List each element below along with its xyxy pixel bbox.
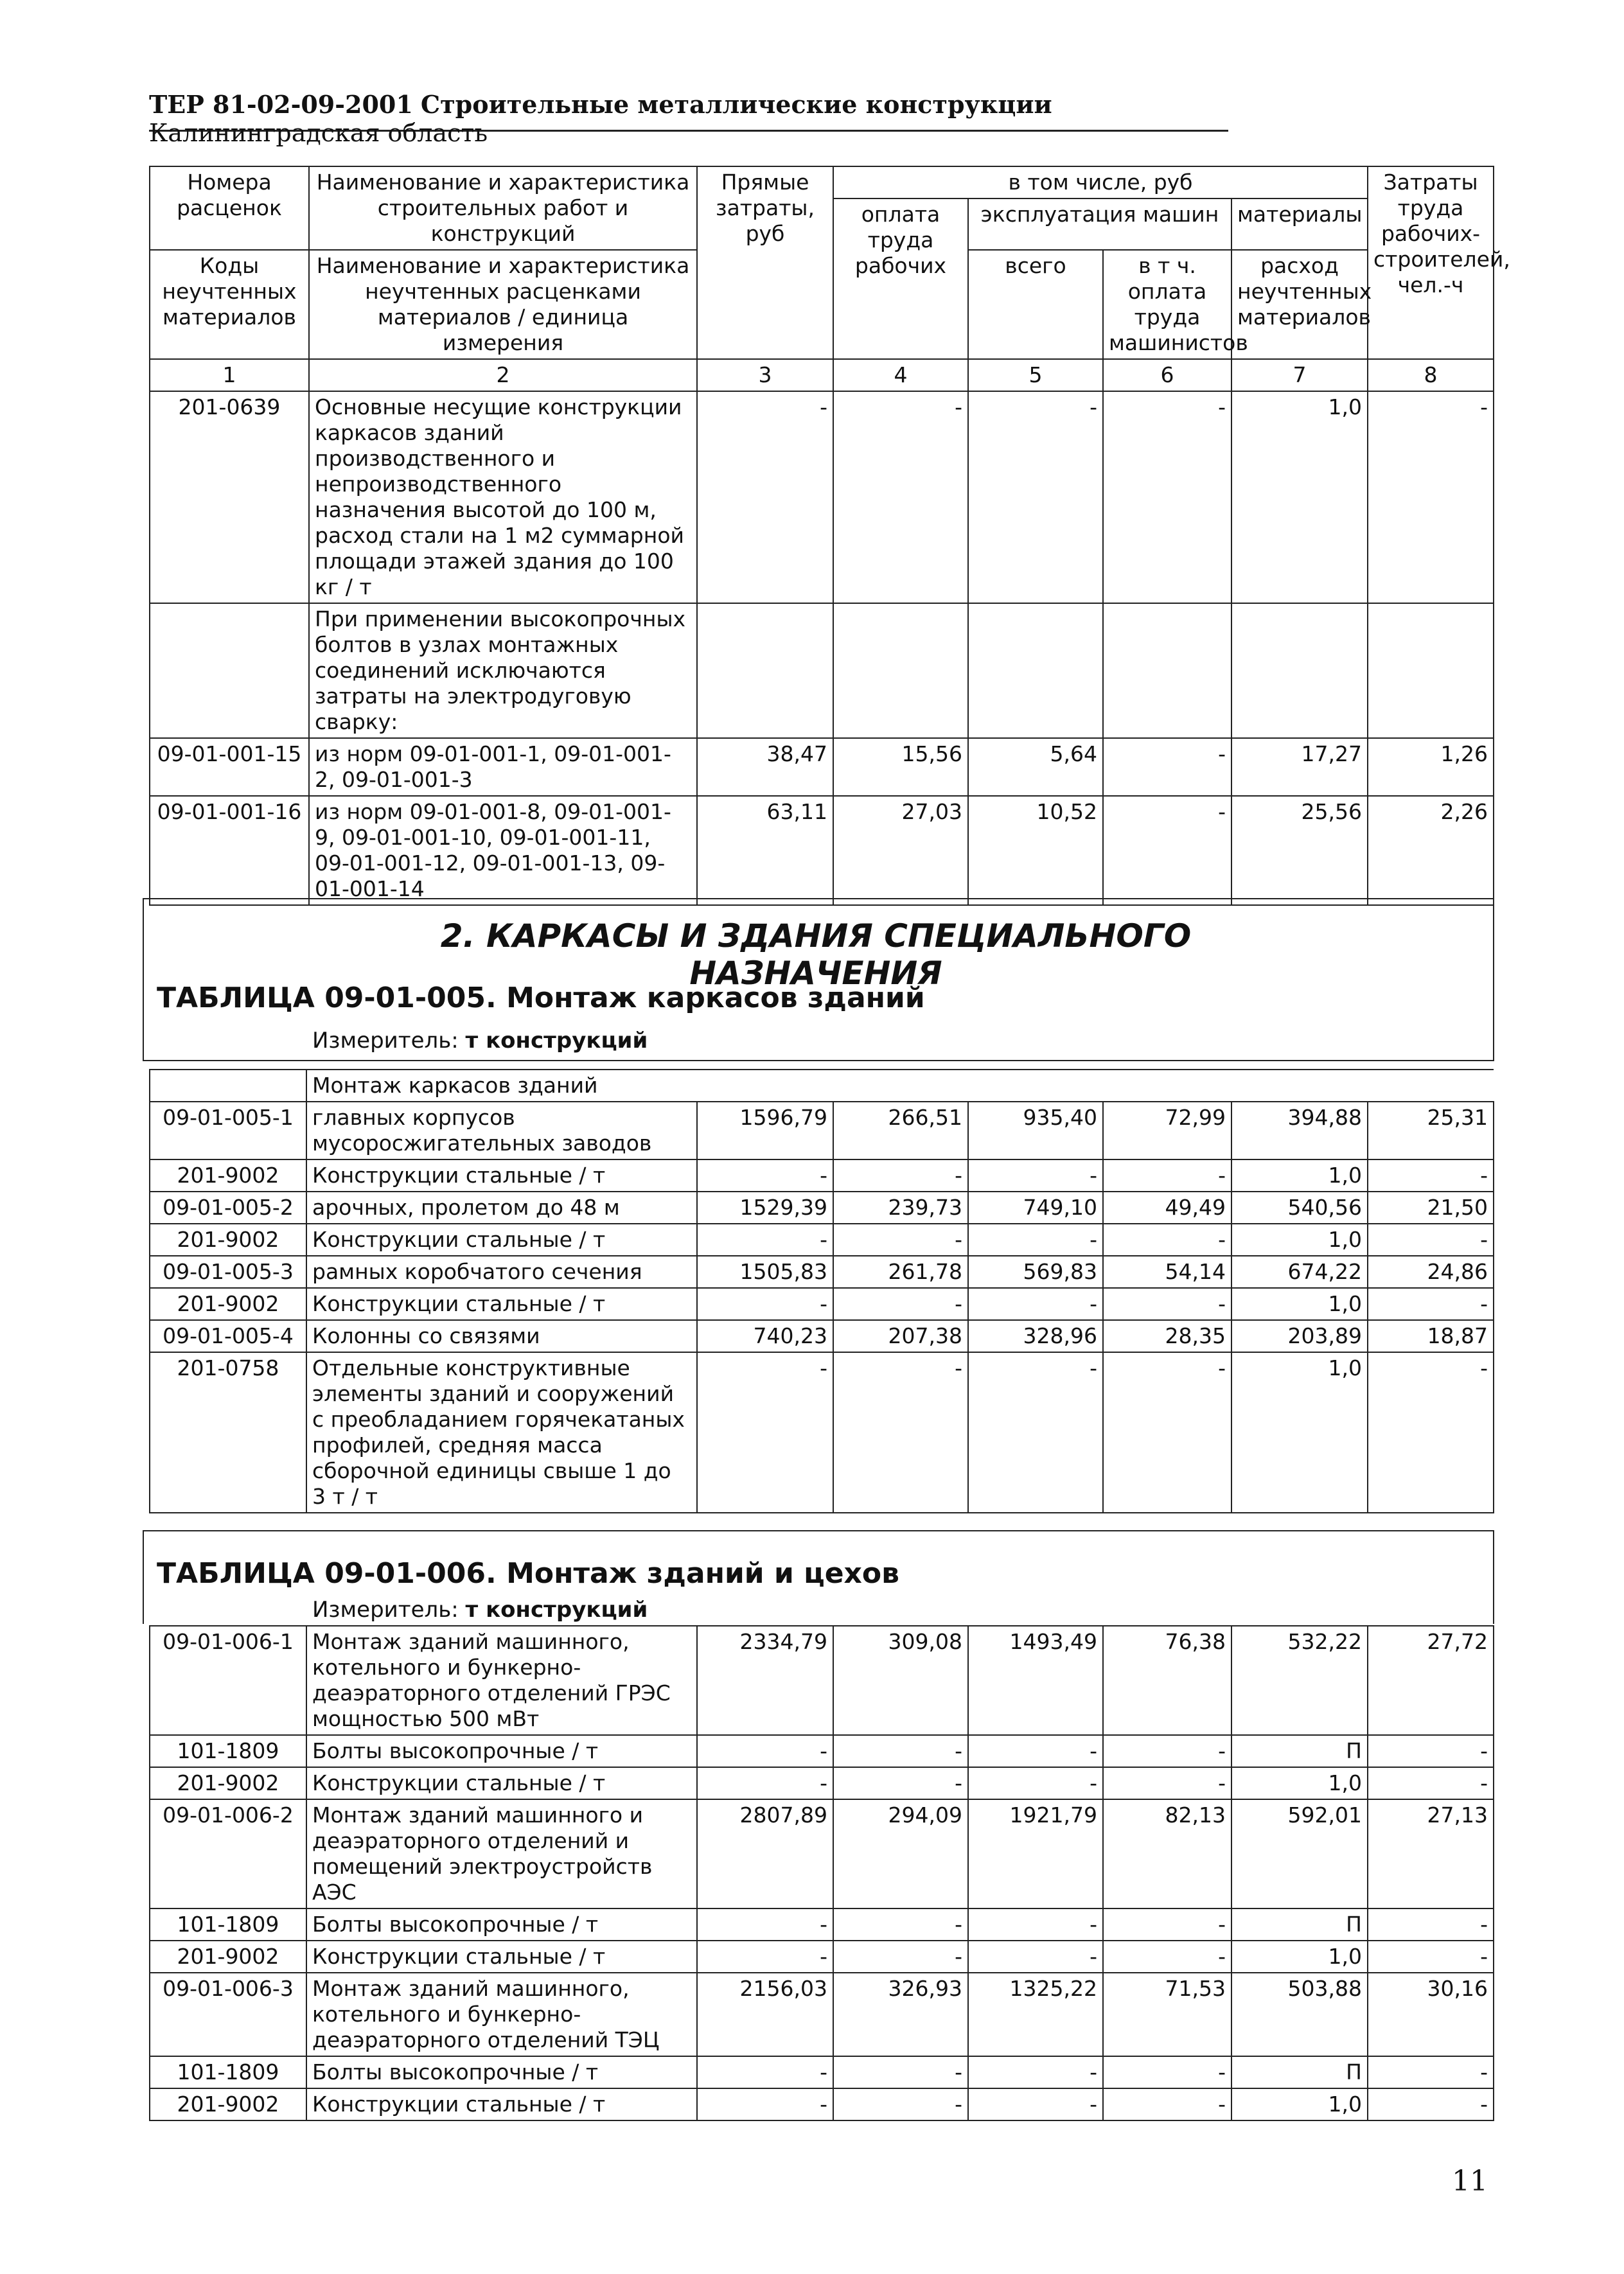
row-value: 10,52 (968, 796, 1103, 905)
row-value: 72,99 (1103, 1102, 1231, 1159)
row-value: - (697, 1941, 833, 1973)
doc-code: ТЕР 81-02-09-2001 (149, 90, 413, 119)
row-value: - (833, 391, 968, 603)
row-value: 49,49 (1103, 1192, 1231, 1224)
table-row (150, 738, 1494, 796)
table-code: 09-01-006. (324, 1557, 497, 1590)
measure-value: т конструкций (465, 1028, 648, 1053)
row-value: 54,14 (1103, 1256, 1231, 1288)
header-table (149, 166, 1510, 906)
table-row (150, 1626, 1494, 1735)
row-value: - (697, 1224, 833, 1256)
column-number: 3 (697, 359, 833, 391)
row-value: 935,40 (968, 1102, 1103, 1159)
row-code: 101-1809 (150, 2056, 306, 2088)
incl-header: в том числе, руб (833, 166, 1368, 198)
row-value: - (1368, 1288, 1494, 1320)
row-name: Монтаж зданий машинного, котельного и бункерно-деаэраторного отделений ТЭЦ (306, 1973, 697, 2056)
table-label: ТАБЛИЦА (157, 1557, 315, 1590)
row-code: 201-9002 (150, 1941, 306, 1973)
table-row (150, 1799, 1494, 1908)
row-value: - (697, 1159, 833, 1192)
measure-label: Измеритель: (312, 1028, 459, 1053)
row-code: 201-9002 (150, 1288, 306, 1320)
row-code: 09-01-001-16 (150, 796, 309, 905)
row-name: Монтаж зданий машинного и деаэраторного отделений и помещений электроустройств АЭС (306, 1799, 697, 1908)
row-value: 21,50 (1368, 1192, 1494, 1224)
row-value: - (968, 1224, 1103, 1256)
col1-top: Номера расценок (150, 166, 309, 250)
row-value: - (697, 1908, 833, 1941)
row-value (833, 603, 968, 738)
row-value: 394,88 (1231, 1102, 1368, 1159)
row-value: - (833, 1159, 968, 1192)
top-rows (150, 391, 1494, 905)
row-name: из норм 09-01-001-8, 09-01-001-9, 09-01-001-10, 09-01-001-11, 09-01-001-12, 09-01-001-13, 09-01-001-14 (309, 796, 697, 905)
materials-header: материалы (1231, 198, 1368, 250)
row-value: - (1368, 391, 1494, 603)
row-value: 5,64 (968, 738, 1103, 796)
table-row (150, 796, 1494, 905)
row-value: 2334,79 (697, 1626, 833, 1735)
row-value: - (697, 2056, 833, 2088)
row-value: 540,56 (1231, 1192, 1368, 1224)
row-value: - (1368, 1352, 1494, 1513)
table-005-title (157, 982, 925, 1014)
row-value: - (1368, 1224, 1494, 1256)
row-value: - (1368, 2088, 1494, 2120)
table-row (150, 1224, 1494, 1256)
row-value: 24,86 (1368, 1256, 1494, 1288)
col2-bottom: Наименование и характеристика неучтенных расценками материалов / единица измерения (309, 250, 697, 359)
table-name: Монтаж каркасов зданий (506, 982, 925, 1014)
row-code: 09-01-005-4 (150, 1320, 306, 1352)
row-code: 09-01-006-3 (150, 1973, 306, 2056)
table-006-grid (149, 1625, 1494, 2121)
table-row (150, 1320, 1494, 1352)
row-value: 294,09 (833, 1799, 968, 1908)
doc-title: Строительные металлические конструкции (420, 90, 1052, 119)
row-value: - (1103, 1767, 1231, 1799)
row-name: Конструкции стальные / т (306, 1224, 697, 1256)
row-value: - (697, 1288, 833, 1320)
row-value: - (697, 1735, 833, 1767)
row-code: 201-9002 (150, 2088, 306, 2120)
row-value: 15,56 (833, 738, 968, 796)
row-value: - (1368, 1159, 1494, 1192)
table-row (150, 1908, 1494, 1941)
row-code: 09-01-005-3 (150, 1256, 306, 1288)
row-value: 1,0 (1231, 1159, 1368, 1192)
row-value: 740,23 (697, 1320, 833, 1352)
row-value: 17,27 (1231, 738, 1368, 796)
row-code: 09-01-005-2 (150, 1192, 306, 1224)
columns-header (149, 166, 1510, 906)
row-value: - (1368, 1767, 1494, 1799)
row-value: - (833, 2056, 968, 2088)
column-number: 4 (833, 359, 968, 391)
row-value: 261,78 (833, 1256, 968, 1288)
table-row (150, 2088, 1494, 2120)
row-name: Монтаж зданий машинного, котельного и бункерно-деаэраторного отделений ГРЭС мощностью 500 мВт (306, 1626, 697, 1735)
row-code: 201-9002 (150, 1159, 306, 1192)
row-value: - (833, 1941, 968, 1973)
row-name: Основные несущие конструкции каркасов зданий производственного и непроизводственного назначения высотой до 100 м, расход стали на 1 м2 суммарной площади этажей здания до 100 кг / т (309, 391, 697, 603)
measure-value: т конструкций (465, 1597, 648, 1623)
doc-region: Калининградская область (149, 119, 488, 147)
row-value: 1,0 (1231, 1941, 1368, 1973)
row-value: - (968, 1941, 1103, 1973)
table-name: Монтаж зданий и цехов (506, 1557, 900, 1590)
row-value: 25,56 (1231, 796, 1368, 905)
row-value: - (1103, 796, 1231, 905)
row-value (968, 603, 1103, 738)
row-value: 592,01 (1231, 1799, 1368, 1908)
row-value: - (1103, 1288, 1231, 1320)
row-value: - (968, 2056, 1103, 2088)
column-numbers-row (150, 359, 1494, 391)
row-name: главных корпусов мусоросжигательных заводов (306, 1102, 697, 1159)
row-value: 1921,79 (968, 1799, 1103, 1908)
row-value: - (697, 1352, 833, 1513)
row-value (697, 603, 833, 738)
row-value: 82,13 (1103, 1799, 1231, 1908)
row-value: - (1103, 1941, 1231, 1973)
row-value: 1,0 (1231, 2088, 1368, 2120)
row-value (1368, 603, 1494, 738)
row-value: 326,93 (833, 1973, 968, 2056)
row-code: 201-0639 (150, 391, 309, 603)
column-number: 8 (1368, 359, 1494, 391)
table-row (150, 391, 1494, 603)
row-value: - (697, 2088, 833, 2120)
row-name: Болты высокопрочные / т (306, 2056, 697, 2088)
measure-label: Измеритель: (312, 1597, 459, 1623)
row-code: 09-01-006-1 (150, 1626, 306, 1735)
column-number: 5 (968, 359, 1103, 391)
row-value: 27,13 (1368, 1799, 1494, 1908)
row-value: 203,89 (1231, 1320, 1368, 1352)
row-code: 201-9002 (150, 1224, 306, 1256)
row-value: 63,11 (697, 796, 833, 905)
column-number: 7 (1231, 359, 1368, 391)
rows-005 (150, 1102, 1494, 1513)
row-value: 1,26 (1368, 738, 1494, 796)
row-code: 101-1809 (150, 1908, 306, 1941)
row-name: Конструкции стальные / т (306, 1767, 697, 1799)
row-value: П (1231, 1908, 1368, 1941)
row-value: 28,35 (1103, 1320, 1231, 1352)
row-value (1103, 603, 1231, 738)
col8-header: Затраты труда рабочих-строителей, чел.-ч (1368, 166, 1494, 359)
row-value: 2,26 (1368, 796, 1494, 905)
row-code: 09-01-005-1 (150, 1102, 306, 1159)
row-value: - (968, 1159, 1103, 1192)
col5-header: всего (968, 250, 1103, 359)
col6-header: в т ч. оплата труда машинистов (1103, 250, 1231, 359)
table-code: 09-01-005. (324, 982, 497, 1014)
row-value: 674,22 (1231, 1256, 1368, 1288)
row-code: 09-01-006-2 (150, 1799, 306, 1908)
row-value: - (833, 1224, 968, 1256)
row-value: 309,08 (833, 1626, 968, 1735)
table-label: ТАБЛИЦА (157, 982, 315, 1014)
col2-top: Наименование и характеристика строительных работ и конструкций (309, 166, 697, 250)
row-value: 38,47 (697, 738, 833, 796)
row-value: 207,38 (833, 1320, 968, 1352)
row-value: - (1103, 1224, 1231, 1256)
row-name: арочных, пролетом до 48 м (306, 1192, 697, 1224)
row-name: Отдельные конструктивные элементы зданий и сооружений с преобладанием горячекатаных профилей, средняя масса сборочной единицы свыше 1 до 3 т / т (306, 1352, 697, 1513)
row-value: - (1368, 2056, 1494, 2088)
row-value: 1505,83 (697, 1256, 833, 1288)
row-value: - (968, 1735, 1103, 1767)
row-name: Колонны со связями (306, 1320, 697, 1352)
row-value: 532,22 (1231, 1626, 1368, 1735)
col1-bottom: Коды неучтенных материалов (150, 250, 309, 359)
row-value: 749,10 (968, 1192, 1103, 1224)
table-row (150, 603, 1494, 738)
row-value: - (1103, 1159, 1231, 1192)
row-value: 503,88 (1231, 1973, 1368, 2056)
table-row (150, 1767, 1494, 1799)
row-value: 266,51 (833, 1102, 968, 1159)
row-value: 328,96 (968, 1320, 1103, 1352)
row-value: 25,31 (1368, 1102, 1494, 1159)
row-value: - (1103, 2056, 1231, 2088)
row-value: - (968, 1288, 1103, 1320)
table-005 (149, 1069, 1493, 1513)
row-value: 2156,03 (697, 1973, 833, 2056)
table-row (150, 1102, 1494, 1159)
row-value: 1,0 (1231, 1352, 1368, 1513)
row-value: - (968, 391, 1103, 603)
table-006-title (157, 1557, 899, 1590)
row-value: - (968, 1352, 1103, 1513)
table-row (150, 1735, 1494, 1767)
row-name: из норм 09-01-001-1, 09-01-001-2, 09-01-001-3 (309, 738, 697, 796)
row-value: - (968, 1908, 1103, 1941)
page-number: 11 (1452, 2165, 1488, 2198)
table-row (150, 1256, 1494, 1288)
group-name: Монтаж каркасов зданий (306, 1070, 1494, 1102)
row-value: 1,0 (1231, 1767, 1368, 1799)
row-value: - (1103, 1908, 1231, 1941)
section-title: 2. КАРКАСЫ И ЗДАНИЯ СПЕЦИАЛЬНОГО НАЗНАЧЕНИЯ (440, 917, 1192, 992)
row-value: - (1368, 1735, 1494, 1767)
row-value (1231, 603, 1368, 738)
table-row (150, 1973, 1494, 2056)
column-number: 6 (1103, 359, 1231, 391)
row-name: Конструкции стальные / т (306, 1288, 697, 1320)
table-row (150, 1192, 1494, 1224)
row-value: 27,03 (833, 796, 968, 905)
row-value: 1,0 (1231, 1224, 1368, 1256)
col4-header: оплата труда рабочих (833, 198, 968, 359)
table-006-measure (312, 1597, 648, 1623)
row-value: 239,73 (833, 1192, 968, 1224)
row-code: 09-01-001-15 (150, 738, 309, 796)
row-value: - (968, 2088, 1103, 2120)
row-name: Болты высокопрочные / т (306, 1908, 697, 1941)
row-value: - (1103, 1352, 1231, 1513)
column-number: 1 (150, 359, 309, 391)
row-value: - (1368, 1941, 1494, 1973)
row-value: - (968, 1767, 1103, 1799)
col3-header: Прямые затраты, руб (697, 166, 833, 359)
row-code (150, 603, 309, 738)
table-005-measure (312, 1028, 648, 1053)
row-value: - (697, 391, 833, 603)
rows-006 (150, 1626, 1494, 2120)
row-value: - (697, 1767, 833, 1799)
row-code: 201-9002 (150, 1767, 306, 1799)
table-row (150, 1941, 1494, 1973)
table-row (150, 2056, 1494, 2088)
row-value: - (1103, 391, 1231, 603)
row-value: - (1103, 2088, 1231, 2120)
row-value: 18,87 (1368, 1320, 1494, 1352)
row-value: 1,0 (1231, 1288, 1368, 1320)
col7-header: расход неучтенных материалов (1231, 250, 1368, 359)
machines-header: эксплуатация машин (968, 198, 1231, 250)
row-value: - (833, 1735, 968, 1767)
row-name: Болты высокопрочные / т (306, 1735, 697, 1767)
row-value: 2807,89 (697, 1799, 833, 1908)
row-code: 101-1809 (150, 1735, 306, 1767)
row-name: Конструкции стальные / т (306, 2088, 697, 2120)
row-value: 76,38 (1103, 1626, 1231, 1735)
row-value: 1529,39 (697, 1192, 833, 1224)
row-value: 71,53 (1103, 1973, 1231, 2056)
row-value: 1325,22 (968, 1973, 1103, 2056)
row-value: П (1231, 2056, 1368, 2088)
row-value: - (833, 1908, 968, 1941)
table-row (150, 1288, 1494, 1320)
row-value: 27,72 (1368, 1626, 1494, 1735)
row-value: 1493,49 (968, 1626, 1103, 1735)
row-value: - (833, 1352, 968, 1513)
table-row (150, 1352, 1494, 1513)
row-value: 569,83 (968, 1256, 1103, 1288)
row-name: рамных коробчатого сечения (306, 1256, 697, 1288)
row-value: - (1103, 738, 1231, 796)
row-value: 30,16 (1368, 1973, 1494, 2056)
row-name: При применении высокопрочных болтов в узлах монтажных соединений исключаются затраты на электродуговую сварку: (309, 603, 697, 738)
row-value: - (833, 1288, 968, 1320)
row-value: 1,0 (1231, 391, 1368, 603)
page-header (149, 90, 1228, 147)
row-name: Конструкции стальные / т (306, 1941, 697, 1973)
column-number: 2 (309, 359, 697, 391)
row-value: - (1103, 1735, 1231, 1767)
table-row (150, 1159, 1494, 1192)
row-name: Конструкции стальные / т (306, 1159, 697, 1192)
row-value: - (1368, 1908, 1494, 1941)
table-006 (149, 1625, 1493, 2121)
row-code: 201-0758 (150, 1352, 306, 1513)
table-005-grid (149, 1069, 1494, 1513)
row-value: 1596,79 (697, 1102, 833, 1159)
row-value: - (833, 1767, 968, 1799)
row-value: - (833, 2088, 968, 2120)
row-value: П (1231, 1735, 1368, 1767)
